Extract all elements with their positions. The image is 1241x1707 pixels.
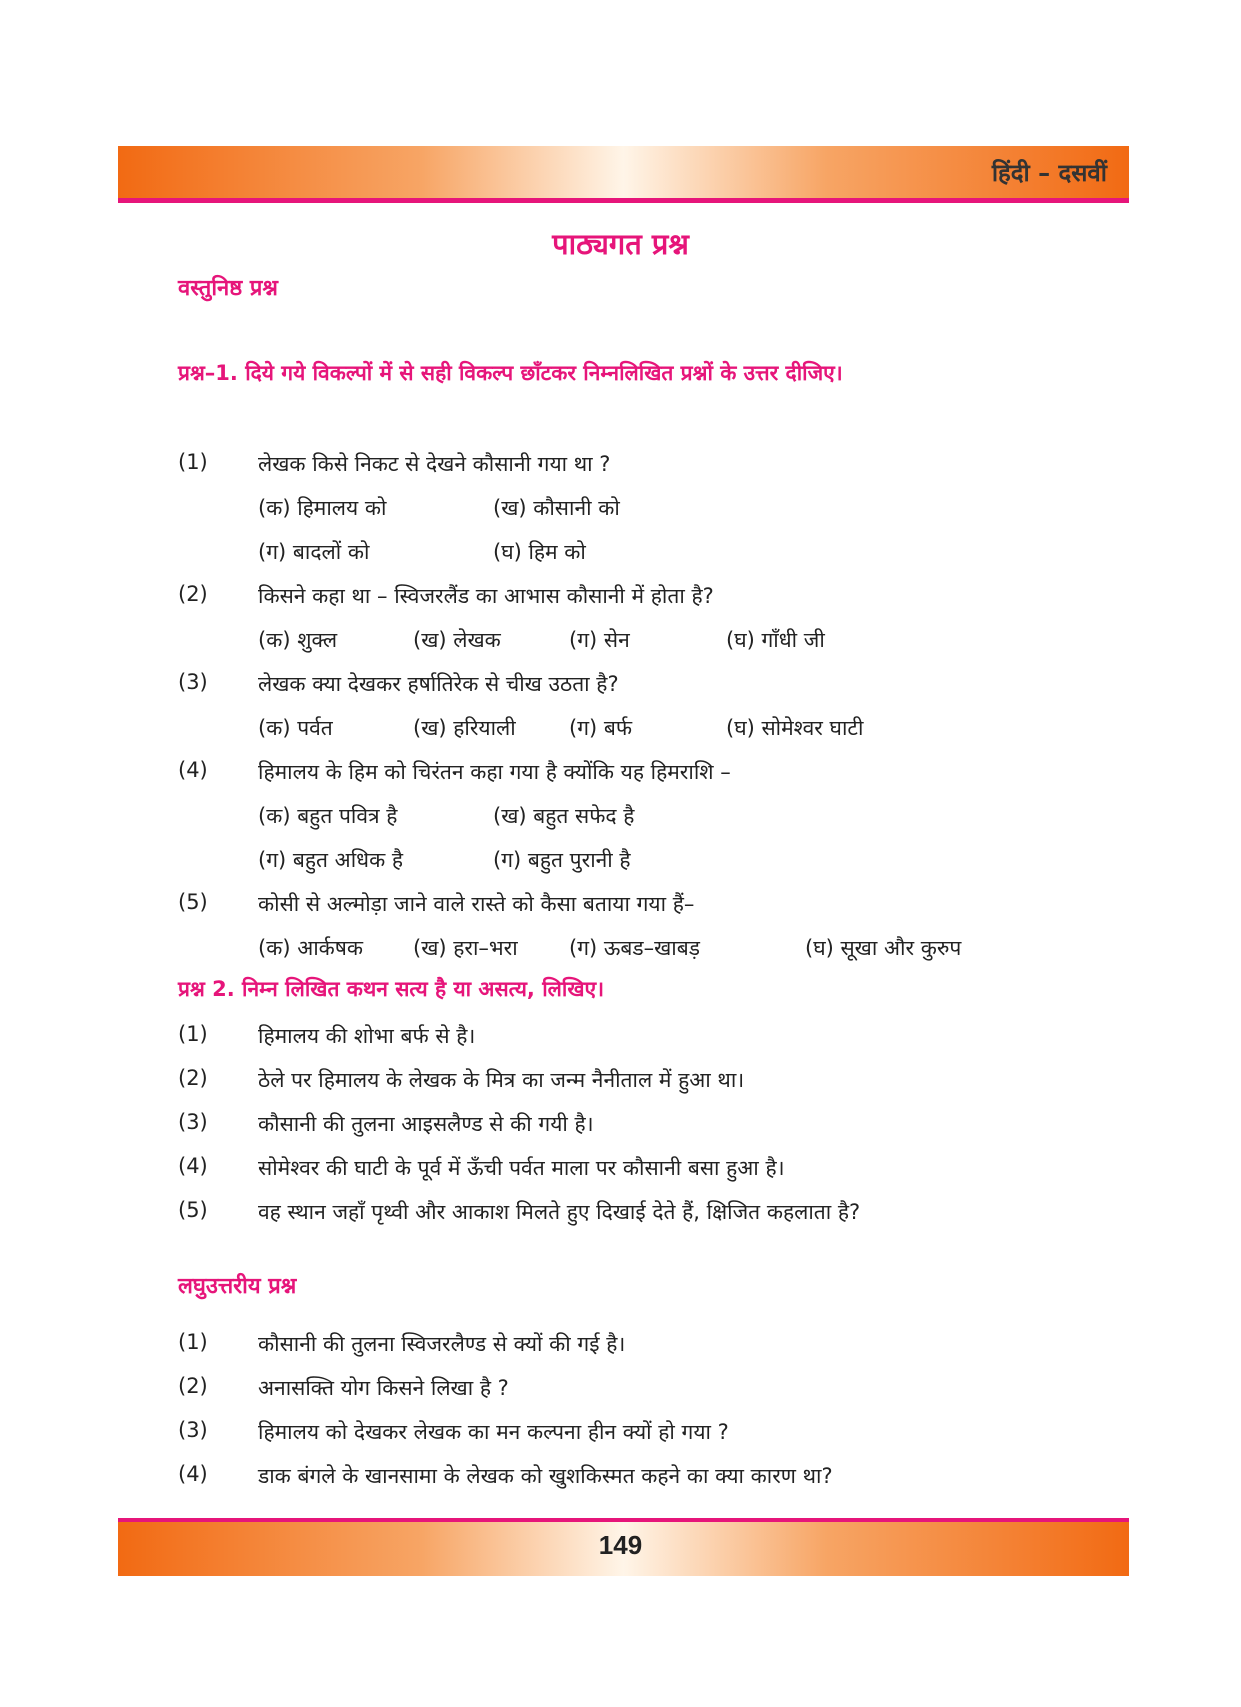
short-item-number: (3) xyxy=(178,1418,208,1442)
q2-item-number: (5) xyxy=(178,1198,208,1222)
q2-item-text: सोमेश्वर की घाटी के पूर्व में ऊँची पर्वत माला पर कौसानी बसा हुआ है। xyxy=(258,1156,785,1180)
q1-item-text: लेखक क्या देखकर हर्षातिरेक से चीख उठता है? xyxy=(258,672,619,696)
q1-item-number: (5) xyxy=(178,890,208,914)
q1-option: (ग) बर्फ xyxy=(569,716,633,740)
page-title: पाठ्यगत प्रश्न xyxy=(552,227,689,261)
q1-item-text: लेखक किसे निकट से देखने कौसानी गया था ? xyxy=(258,452,611,476)
header-band xyxy=(118,146,1129,199)
short-item-number: (4) xyxy=(178,1462,208,1486)
q2-item-number: (4) xyxy=(178,1154,208,1178)
q1-option: (घ) सोमेश्वर घाटी xyxy=(726,716,864,740)
q2-item-text: कौसानी की तुलना आइसलैण्ड से की गयी है। xyxy=(258,1112,594,1136)
q1-option: (ख) कौसानी को xyxy=(493,496,620,520)
q2-item-text: वह स्थान जहाँ पृथ्वी और आकाश मिलते हुए दिखाई देते हैं, क्षिजित कहलाता है? xyxy=(258,1200,861,1224)
q1-option: (ग) बहुत अधिक है xyxy=(258,848,404,872)
short-item-number: (2) xyxy=(178,1374,208,1398)
q1-option: (घ) हिम को xyxy=(493,540,586,564)
question-2-heading: प्रश्न 2. निम्न लिखित कथन सत्य है या असत्य, लिखिए। xyxy=(178,977,605,1001)
q1-option: (क) शुक्ल xyxy=(258,628,338,652)
q1-option: (ग) बादलों को xyxy=(258,540,370,564)
q1-option: (क) पर्वत xyxy=(258,716,333,740)
q1-option: (ख) लेखक xyxy=(413,628,501,652)
q1-option: (घ) सूखा और कुरुप xyxy=(805,936,962,960)
short-answer-heading: लघुउत्तरीय प्रश्न xyxy=(178,1274,297,1299)
q1-option: (ग) बहुत पुरानी है xyxy=(493,848,631,872)
objective-heading: वस्तुनिष्ठ प्रश्न xyxy=(178,276,278,301)
short-item-text: कौसानी की तुलना स्विजरलैण्ड से क्यों की गई है। xyxy=(258,1332,626,1356)
q1-option: (घ) गाँधी जी xyxy=(726,628,825,652)
page-number: 149 xyxy=(598,1530,643,1560)
question-1-heading: प्रश्न–1. दिये गये विकल्पों में से सही विकल्प छाँटकर निम्नलिखित प्रश्नों के उत्तर दीजिए। xyxy=(178,361,843,385)
q2-item-number: (2) xyxy=(178,1066,208,1090)
short-item-text: अनासक्ति योग किसने लिखा है ? xyxy=(258,1376,509,1400)
q1-option: (क) आर्कषक xyxy=(258,936,364,960)
q1-option: (ख) हरियाली xyxy=(413,716,516,740)
q1-option: (क) हिमालय को xyxy=(258,496,387,520)
q1-item-text: किसने कहा था – स्विजरलैंड का आभास कौसानी में होता है? xyxy=(258,584,714,608)
q2-item-number: (1) xyxy=(178,1022,208,1046)
q1-item-text: कोसी से अल्मोड़ा जाने वाले रास्ते को कैसा बताया गया हैं– xyxy=(258,892,695,916)
header-title: हिंदी – दसवीं xyxy=(991,159,1107,187)
short-item-number: (1) xyxy=(178,1330,208,1354)
short-item-text: डाक बंगले के खानसामा के लेखक को खुशकिस्मत कहने का क्या कारण था? xyxy=(258,1464,833,1488)
q1-item-text: हिमालय के हिम को चिरंतन कहा गया है क्योंकि यह हिमराशि – xyxy=(258,760,731,784)
short-item-text: हिमालय को देखकर लेखक का मन कल्पना हीन क्यों हो गया ? xyxy=(258,1420,729,1444)
q2-item-text: ठेले पर हिमालय के लेखक के मित्र का जन्म नैनीताल में हुआ था। xyxy=(258,1068,745,1092)
q2-item-text: हिमालय की शोभा बर्फ से है। xyxy=(258,1024,476,1048)
q1-option: (ख) बहुत सफेद है xyxy=(493,804,635,828)
q1-item-number: (4) xyxy=(178,758,208,782)
q1-option: (ग) ऊबड–खाबड़ xyxy=(569,936,700,960)
q1-option: (क) बहुत पवित्र है xyxy=(258,804,398,828)
q1-item-number: (1) xyxy=(178,450,208,474)
q1-item-number: (2) xyxy=(178,582,208,606)
q1-option: (ख) हरा–भरा xyxy=(413,936,518,960)
q1-item-number: (3) xyxy=(178,670,208,694)
q2-item-number: (3) xyxy=(178,1110,208,1134)
q1-option: (ग) सेन xyxy=(569,628,630,652)
header-rule xyxy=(118,198,1129,203)
